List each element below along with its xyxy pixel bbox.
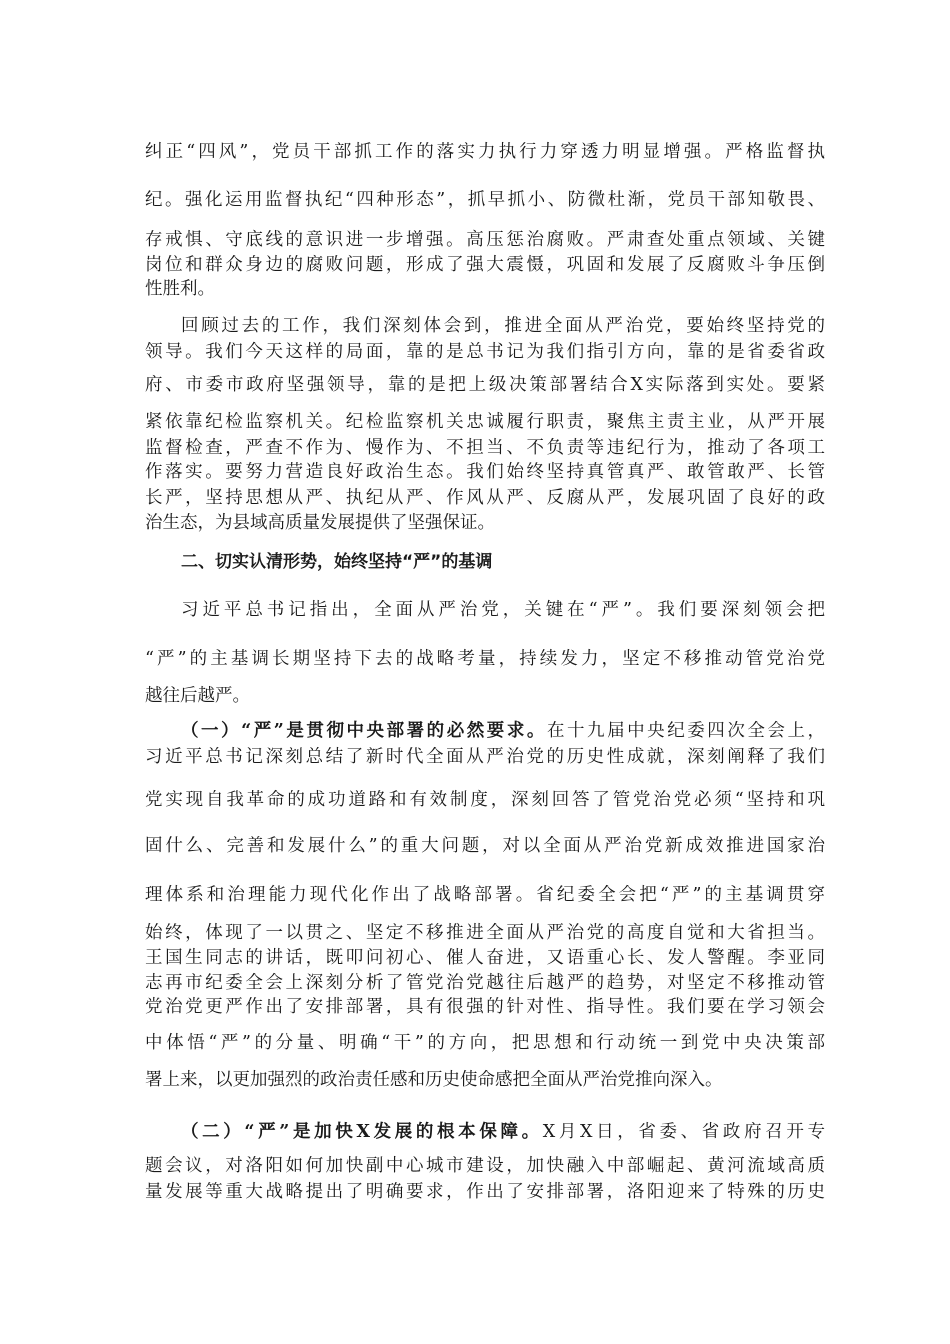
text-line: 题会议，对洛阳如何加快副中心城市建设，加快融入中部崛起、黄河流域高质	[145, 1156, 825, 1176]
text-line: 纠正“四风”，党员干部抓工作的落实力执行力穿透力明显增强。严格监督执	[145, 142, 825, 162]
text-line: 越往后越严。	[145, 686, 250, 706]
text-line: 长严，坚持思想从严、执纪从严、作风从严、反腐从严，发展巩固了良好的政	[145, 488, 825, 508]
text-line: 量发展等重大战略提出了明确要求，作出了安排部署，洛阳迎来了特殊的历史	[145, 1182, 825, 1202]
text-line: 中体悟“严”的分量、明确“干”的方向，把思想和行动统一到党中央决策部	[145, 1033, 825, 1053]
subsection-first-line	[181, 1120, 825, 1144]
text-line: 性胜利。	[145, 279, 215, 299]
text-line: 王国生同志的讲话，既叩问初心、催人奋进，又语重心长、发人警醒。李亚同	[145, 948, 825, 968]
text-line: 领导。我们今天这样的局面，靠的是总书记为我们指引方向，靠的是省委省政	[145, 342, 825, 362]
text-line: 纪。强化运用监督执纪“四种形态”，抓早抓小、防微杜渐，党员干部知敬畏、	[145, 190, 825, 210]
text-line: 党实现自我革命的成功道路和有效制度，深刻回答了管党治党必须“坚持和巩	[145, 790, 825, 810]
paragraph-first-line: 习近平总书记指出，全面从严治党，关键在“严”。我们要深刻领会把	[181, 600, 825, 620]
subsection-text: X月X日，省委、省政府召开专	[542, 1122, 825, 1142]
text-line: 署上来，以更加强烈的政治责任感和历史使命感把全面从严治党推向深入。	[145, 1070, 723, 1090]
text-line: “严”的主基调长期坚持下去的战略考量，持续发力，坚定不移推动管党治党	[145, 649, 825, 669]
text-line: 岗位和群众身边的腐败问题，形成了强大震慑，巩固和发展了反腐败斗争压倒	[145, 255, 825, 275]
text-line: 存戒惧、守底线的意识进一步增强。高压惩治腐败。严肃查处重点领域、关键	[145, 230, 825, 250]
subsection-text: 在十九届中央纪委四次全会上，	[546, 721, 826, 741]
text-line: 习近平总书记深刻总结了新时代全面从严治党的历史性成就，深刻阐释了我们	[145, 747, 825, 767]
text-line: 治生态，为县域高质量发展提供了坚强保证。	[145, 513, 495, 533]
text-line: 监督检查，严查不作为、慢作为、不担当、不负责等违纪行为，推动了各项工	[145, 438, 825, 458]
text-line: 作落实。要努力营造良好政治生态。我们始终坚持真管真严、敢管敢严、长管	[145, 462, 825, 482]
subsection-title: （一）“严”是贯彻中央部署的必然要求。	[181, 721, 547, 741]
text-line: 始终，体现了一以贯之、坚定不移推进全面从严治党的高度自觉和大省担当。	[145, 923, 825, 943]
text-line: 理体系和治理能力现代化作出了战略部署。省纪委全会把“严”的主基调贯穿	[145, 885, 825, 905]
section-heading: 二、切实认清形势，始终坚持“严”的基调	[181, 552, 493, 572]
subsection-first-line	[181, 719, 825, 743]
text-line: 党治党更严作出了安排部署，具有很强的针对性、指导性。我们要在学习领会	[145, 997, 825, 1017]
text-line: 紧依靠纪检监察机关。纪检监察机关忠诚履行职责，聚焦主责主业，从严开展	[145, 412, 825, 432]
subsection-title: （二）“严”是加快X发展的根本保障。	[181, 1122, 543, 1142]
text-line: 志再市纪委全会上深刻分析了管党治党越往后越严的趋势，对坚定不移推动管	[145, 973, 825, 993]
paragraph-first-line: 回顾过去的工作，我们深刻体会到，推进全面从严治党，要始终坚持党的	[181, 316, 825, 336]
text-line: 固什么、完善和发展什么”的重大问题，对以全面从严治党新成效推进国家治	[145, 836, 825, 856]
text-line: 府、市委市政府坚强领导，靠的是把上级决策部署结合X实际落到实处。要紧	[145, 375, 825, 395]
